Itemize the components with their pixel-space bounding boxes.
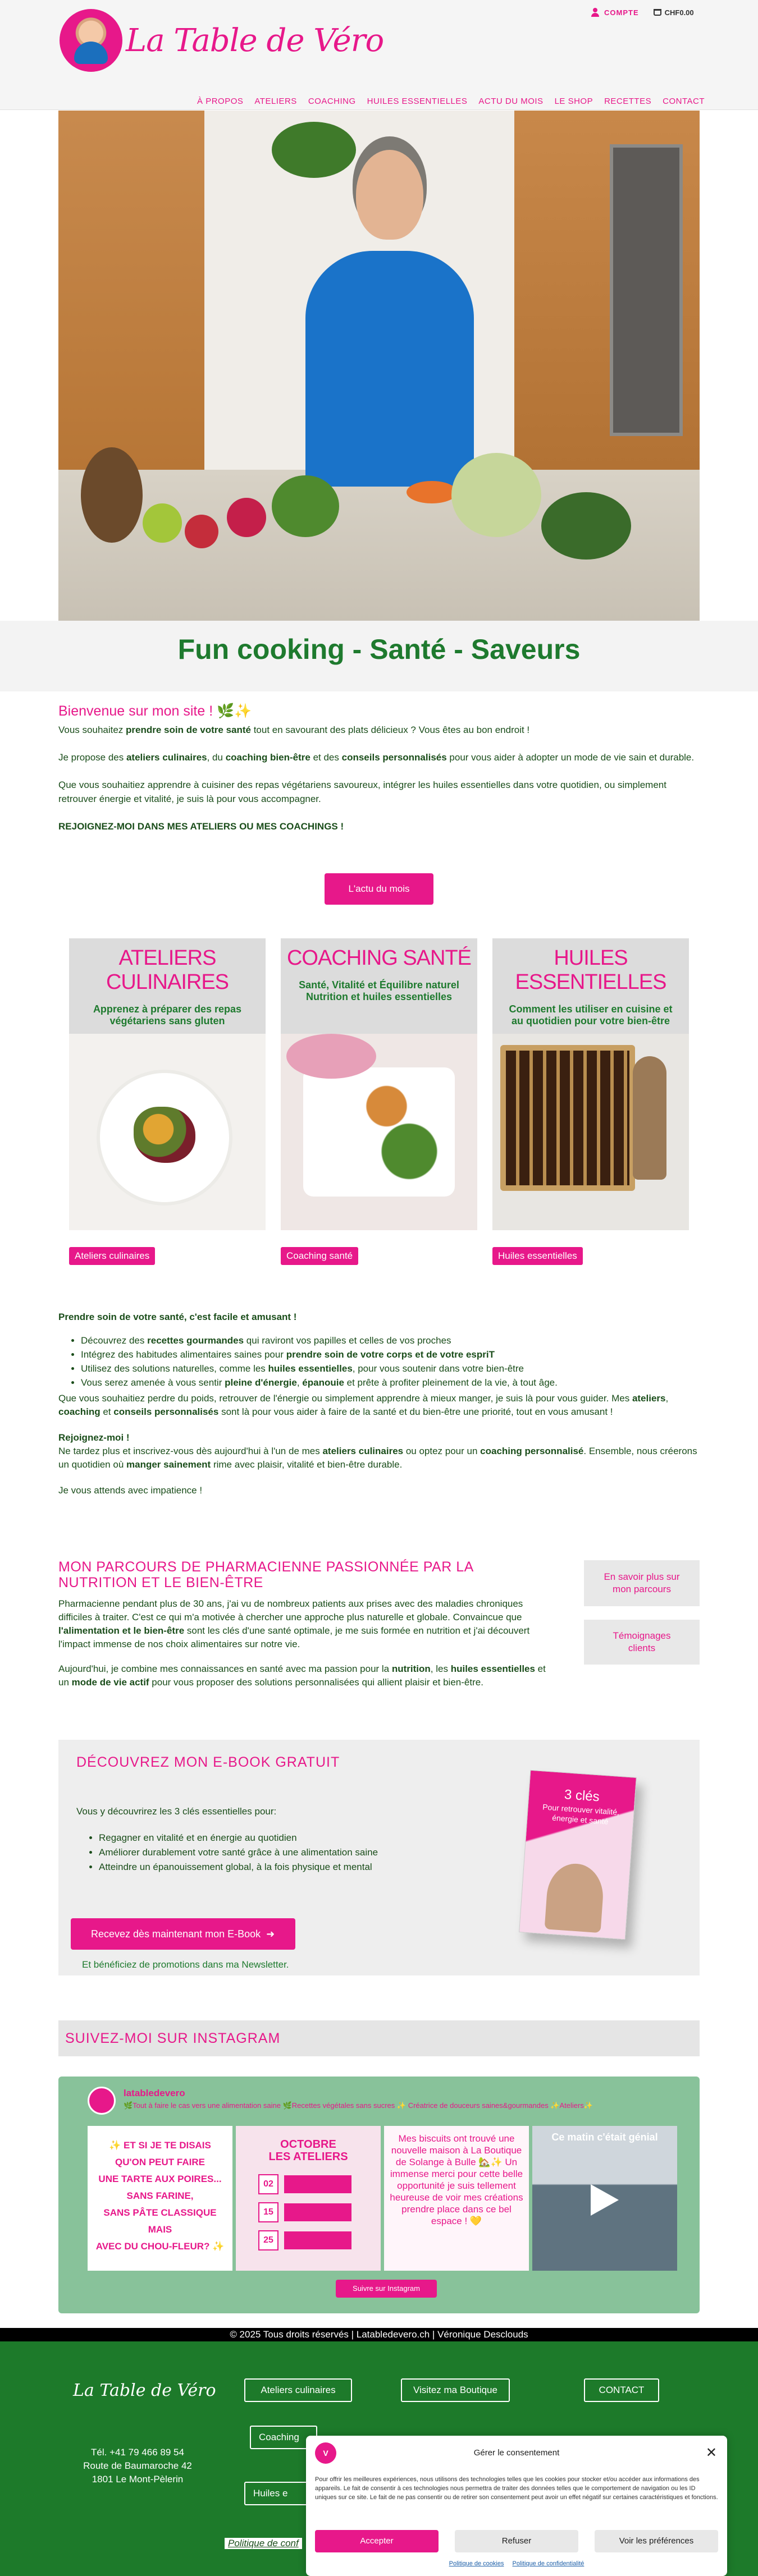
nav-item-actu-du-mois[interactable]: ACTU DU MOIS <box>478 97 544 106</box>
list-item: • Regagner en vitalité et en énergie au quotidien <box>99 1831 378 1845</box>
ebook-download-button[interactable]: Recevez dès maintenant mon E-Book ➜ <box>71 1918 295 1950</box>
parcours-section <box>58 1559 547 1700</box>
consent-logo-icon: V <box>315 2442 336 2464</box>
ebook-cover-image <box>519 1770 637 1940</box>
newsletter-note: Et bénéficiez de promotions dans ma Newsletter. <box>82 1959 289 1970</box>
card-title: ATELIERS CULINAIRES <box>106 946 229 994</box>
cookie-preferences-button[interactable]: Voir les préférences <box>595 2530 718 2552</box>
huiles-essentielles-button[interactable]: Huiles essentielles <box>492 1247 583 1265</box>
page-tagline: Fun cooking - Santé - Saveurs <box>177 634 581 665</box>
main-nav <box>197 97 705 106</box>
instagram-avatar[interactable] <box>88 2087 116 2115</box>
ebook-benefits-list <box>99 1831 378 1874</box>
card-title: COACHING SANTÉ <box>286 946 472 970</box>
cookie-refuse-button[interactable]: Refuser <box>455 2530 578 2552</box>
cart-total: CHF0.00 <box>664 8 694 17</box>
cookie-consent-dialog <box>306 2436 727 2576</box>
card-subtitle: Santé, Vitalité et Équilibre naturel Nutrition et huiles essentielles <box>299 979 459 1002</box>
nav-item-recettes[interactable]: RECETTES <box>604 97 652 106</box>
nav-item-contact[interactable]: CONTACT <box>663 97 705 106</box>
instagram-post-3[interactable]: Mes biscuits ont trouvé une nouvelle maison à La Boutique de Solange à Bulle 🏡✨ Un immense merci pour cette belle opportunité je suis tellement heureuse de voir mes créations prendre place dans ce bel espace ! 💛 <box>384 2126 529 2271</box>
cookie-accept-button[interactable]: Accepter <box>315 2530 439 2552</box>
play-icon[interactable] <box>591 2184 619 2216</box>
sante-benefits-list <box>81 1334 698 1390</box>
nav-item-coaching[interactable]: COACHING <box>308 97 356 106</box>
list-item: • Atteindre un épanouissement global, à la fois physique et mental <box>99 1860 378 1874</box>
footer-coaching-button[interactable]: Coaching <box>250 2426 317 2449</box>
footer-address: Tél. +41 79 466 89 54 Route de Baumaroche 42 1801 Le Mont-Pèlerin <box>83 2447 192 2485</box>
sante-section <box>58 1310 698 1510</box>
parcours-more-button[interactable]: En savoir plus sur mon parcours <box>584 1560 700 1606</box>
footer-boutique-button[interactable]: Visitez ma Boutique <box>401 2378 510 2402</box>
card-huiles-essentielles[interactable] <box>492 938 689 1230</box>
actu-du-mois-button[interactable]: L'actu du mois <box>325 873 433 905</box>
card-image-breakfast <box>281 1034 477 1230</box>
parcours-heading: MON PARCOURS DE PHARMACIENNE PASSIONNÉE PAR LA NUTRITION ET LE BIEN-ÊTRE <box>58 1559 473 1590</box>
nav-item-huiles-essentielles[interactable]: HUILES ESSENTIELLES <box>367 97 468 106</box>
list-item: • Utilisez des solutions naturelles, comme les huiles essentielles, pour vous soutenir dans votre bien-être <box>81 1362 698 1376</box>
card-image-plate <box>69 1034 266 1230</box>
user-icon <box>591 8 600 17</box>
list-item: • Vous serez amenée à vous sentir pleine d'énergie, épanouie et prête à profiter pleinement de la vie, à tout âge. <box>81 1376 698 1390</box>
closing-text: Je vous attends avec impatience ! <box>58 1485 203 1496</box>
site-header <box>0 0 758 110</box>
card-title: HUILES ESSENTIELLES <box>515 946 666 994</box>
instagram-handle[interactable]: latabledevero <box>124 2088 185 2098</box>
cta-heading: REJOIGNEZ-MOI DANS MES ATELIERS OU MES COACHINGS ! <box>58 821 344 832</box>
cookie-policy-link[interactable]: Politique de cookies <box>449 2560 504 2567</box>
intro-paragraph-2: Je propose des ateliers culinaires, du coaching bien-être et des conseils personnalisés pour vous aider à adopter un mode de vie sain et durable. <box>58 752 695 763</box>
instagram-feed <box>58 2077 700 2313</box>
sante-paragraph: Que vous souhaitiez perdre du poids, retrouver de l'énergie ou simplement apprendre à mieux manger, je suis là pour vous guider. Mes ateliers, coaching et conseils personnalisés sont là pour vous aider à faire de la santé et du bien-être une priorité, tout en vous amusant ! <box>58 1393 669 1417</box>
instagram-post-1[interactable]: ✨ ET SI JE TE DISAIS QU'ON PEUT FAIRE UNE TARTE AUX POIRES... SANS FARINE, SANS PÂTE CLASSIQUE MAIS AVEC DU CHOU-FLEUR? ✨ <box>88 2126 232 2271</box>
hero-image <box>58 111 700 621</box>
ebook-lead: Vous y découvrirez les 3 clés essentielles pour: <box>76 1806 277 1817</box>
site-logo[interactable] <box>60 9 383 72</box>
instagram-heading: SUIVEZ-MOI SUR INSTAGRAM <box>65 2030 281 2046</box>
intro-section <box>58 704 698 847</box>
instagram-bio: 🌿Tout à faire le cas vers une alimentation saine 🌿Recettes végétales sans sucres ✨ Créatrice de douceurs saines&gourmandes ✨Ateliers✨ <box>124 2101 593 2110</box>
join-paragraph: Rejoignez-moi ! <box>58 1432 130 1443</box>
coaching-sante-button[interactable]: Coaching santé <box>281 1247 358 1265</box>
card-subtitle: Apprenez à préparer des repas végétariens sans gluten <box>93 1003 242 1026</box>
privacy-policy-link[interactable]: Politique de conf <box>225 2538 302 2549</box>
footer-contact-button[interactable]: CONTACT <box>584 2378 659 2402</box>
ebook-heading: DÉCOUVREZ MON E-BOOK GRATUIT <box>76 1754 340 1770</box>
instagram-heading-bar <box>58 2020 700 2056</box>
cookie-title: Gérer le consentement <box>473 2448 560 2458</box>
copyright-bar: © 2025 Tous droits réservés | Latabledevero.ch | Véronique Desclouds <box>0 2328 758 2341</box>
ebook-section <box>58 1740 700 1975</box>
cookie-links <box>306 2560 727 2567</box>
cart-link[interactable] <box>654 8 694 17</box>
intro-paragraph-1: Vous souhaitez prendre soin de votre santé tout en savourant des plats délicieux ? Vous êtes au bon endroit ! <box>58 725 530 735</box>
card-ateliers-culinaires[interactable] <box>69 938 266 1230</box>
instagram-post-4[interactable]: Ce matin c'était génial <box>532 2126 677 2271</box>
instagram-follow-button[interactable]: Suivre sur Instagram <box>336 2280 437 2298</box>
card-image-oils-box <box>492 1034 689 1230</box>
list-item: • Intégrez des habitudes alimentaires saines pour prendre soin de votre corps et de votre espriT <box>81 1348 698 1362</box>
sante-heading: Prendre soin de votre santé, c'est facile et amusant ! <box>58 1312 297 1322</box>
nav-item-le-shop[interactable]: LE SHOP <box>554 97 593 106</box>
intro-paragraph-3: Que vous souhaitiez apprendre à cuisiner des repas végétariens savoureux, intégrer les huiles essentielles dans votre quotidien, ou simplement retrouver énergie et vitalité, je suis là pour vous accompagner. <box>58 780 666 804</box>
card-subtitle: Comment les utiliser en cuisine et au quotidien pour votre bien-être <box>509 1003 673 1026</box>
card-coaching-sante[interactable] <box>281 938 477 1230</box>
cart-icon <box>654 9 661 16</box>
join-text: Ne tardez plus et inscrivez-vous dès aujourd'hui à l'un de mes ateliers culinaires ou optez pour un coaching personnalisé. Ensemble, nous créerons un quotidien où manger sainement rime avec plaisir, vitalité et bien-être durable. <box>58 1446 697 1470</box>
footer-huiles-button[interactable]: Huiles e <box>244 2482 312 2505</box>
cover-subtitle: Pour retrouver vitalité, énergie et santé <box>542 1802 620 1826</box>
nav-item-a-propos[interactable]: À PROPOS <box>197 97 244 106</box>
footer-ateliers-button[interactable]: Ateliers culinaires <box>244 2378 352 2402</box>
testimonials-button[interactable]: Témoignages clients <box>584 1620 700 1665</box>
ateliers-culinaires-button[interactable]: Ateliers culinaires <box>69 1247 155 1265</box>
list-item: • Améliorer durablement votre santé grâce à une alimentation saine <box>99 1845 378 1860</box>
nav-item-ateliers[interactable]: ATELIERS <box>254 97 297 106</box>
parcours-paragraph-1: Pharmacienne pendant plus de 30 ans, j'ai vu de nombreux patients aux prises avec des maladies chroniques difficiles à traiter. C'est ce qui m'a motivée à chercher une approche plus naturelle et globale. Convaincue que l'alimentation et le bien-être sont les clés d'une santé optimale, je me suis formée en nutrition et j'ai découvert l'impact immense de nos choix alimentaires sur notre vie. <box>58 1598 530 1649</box>
instagram-post-2[interactable]: OCTOBRE LES ATELIERS 02 15 25 <box>236 2126 381 2271</box>
account-link[interactable] <box>591 8 639 17</box>
account-label: COMPTE <box>604 8 639 17</box>
list-item: • Découvrez des recettes gourmandes qui raviront vos papilles et celles de vos proches <box>81 1334 698 1347</box>
cover-title: 3 clés <box>564 1787 600 1805</box>
footer-logo[interactable]: La Table de Véro <box>73 2381 216 2400</box>
logo-text: La Table de Véro <box>126 22 384 59</box>
parcours-paragraph-2: Aujourd'hui, je combine mes connaissances en santé avec ma passion pour la nutrition, les huiles essentielles et un mode de vie actif pour vous proposer des solutions personnalisées qui allient plaisir et bien-être. <box>58 1663 546 1688</box>
logo-portrait <box>60 9 122 72</box>
welcome-heading: Bienvenue sur mon site ! 🌿✨ <box>58 703 252 719</box>
close-icon[interactable]: ✕ <box>705 2445 717 2460</box>
privacy-link[interactable]: Politique de confidentialité <box>512 2560 585 2567</box>
cookie-text: Pour offrir les meilleures expériences, nous utilisons des technologies telles que les cookies pour stocker et/ou accéder aux informations des appareils. Le fait de consentir à ces technologies nous permettra de traiter des données telles que le comportement de navigation ou les ID uniques sur ce site. Le fait de ne pas consentir ou de retirer son consentement peut avoir un effet négatif sur certaines caractéristiques et fonctions. <box>315 2476 718 2501</box>
account-bar <box>591 8 694 17</box>
